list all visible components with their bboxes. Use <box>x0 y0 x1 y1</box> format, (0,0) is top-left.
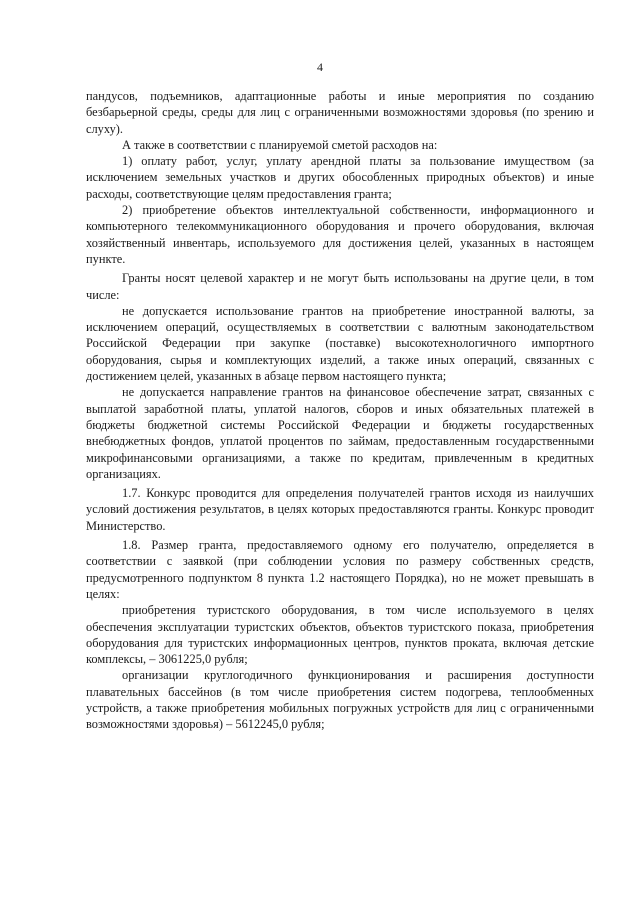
paragraph-budget-intro: А также в соответствии с планируемой сметой расходов на: <box>122 137 438 152</box>
paragraph-costs-restriction: не допускается направление грантов на финансовое обеспечение затрат, связанных с выплатой заработной платы, уплатой налогов, сборов и иных обязательных платежей в бюджеты бюджетной системы Российской Федерации и бюджеты государственных внебюджетных фондов, уплатой процентов по займам, предоставленным государственными микрофинансовыми организациями, а также по кредитам, привлеченным в кредитных организациях. <box>86 385 594 481</box>
paragraph-section-1-8: 1.8. Размер гранта, предоставляемого одному его получателю, определяется в соответствии с заявкой (при соблюдении условия по размеру собственных средств, предусмотренного подпунктом 8 пункта 1.2 настоящего Порядка), но не может превышать в целях: <box>86 538 594 601</box>
paragraph-continuation: пандусов, подъемников, адаптационные работы и иные мероприятия по созданию безбарьерной среды, среды для лиц с ограниченными возможностями здоровья (по зрению и слуху). <box>86 89 594 136</box>
page-number: 4 <box>317 60 323 74</box>
paragraph-currency-restriction: не допускается использование грантов на приобретение иностранной валюты, за исключением операций, осуществляемых в соответствии с валютным законодательством Российской Федерации при закупке (поставке) высокотехнологичного импортного оборудования, сырья и комплектующих изделий, а также иных операций, связанных с достижением целей, указанных в абзаце первом настоящего пункта; <box>86 303 594 384</box>
paragraph-item-1: 1) оплату работ, услуг, уплату арендной платы за пользование имуществом (за исключением земельных участков и других обособленных природных объектов) и иные расходы, соответствующие целям предоставления гранта; <box>86 154 594 201</box>
paragraph-item-2: 2) приобретение объектов интеллектуальной собственности, информационного и компьютерного телекоммуникационного оборудования и прочего оборудования, включая хозяйственный инвентарь, используемого для достижения целей, указанных в настоящем пункте. <box>86 203 594 266</box>
paragraph-equipment-limit: приобретения туристского оборудования, в том числе используемого в целях обеспечения эксплуатации туристских объектов, объектов туристского показа, приобретения оборудования для туристских информационных центров, пунктов проката, включая детские комплексы, – 3061225,0 рубля; <box>86 603 594 667</box>
paragraph-grants-purpose: Гранты носят целевой характер и не могут быть использованы на другие цели, в том числе: <box>86 271 594 302</box>
paragraph-section-1-7: 1.7. Конкурс проводится для определения получателей грантов исходя из наилучших условий достижения результатов, в целях которых предоставляются гранты. Конкурс проводит Министерство. <box>86 486 594 533</box>
paragraph-pools-limit: организации круглогодичного функционирования и расширения доступности плавательных бассейнов (в том числе приобретения систем подогрева, теплообменных устройств, а также приобретения мобильных погружных устройств для лиц с ограниченными возможностями здоровья) – 5612245,0 рубля; <box>86 668 594 732</box>
document-body <box>86 88 594 733</box>
